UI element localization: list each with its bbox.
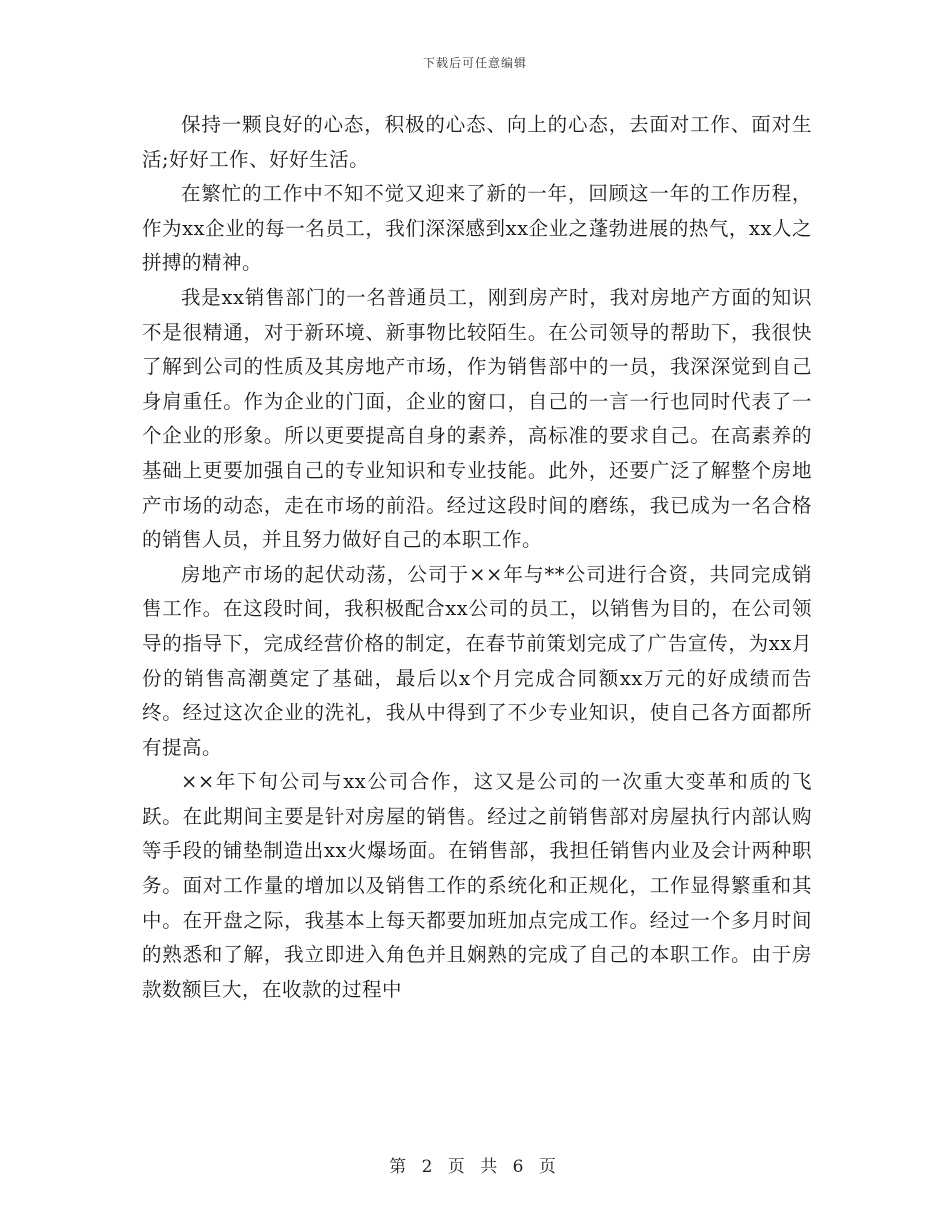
paragraph-3: 我是xx销售部门的一名普通员工，刚到房产时，我对房地产方面的知识不是很精通，对于新环境、新事物比较陌生。在公司领导的帮助下，我很快了解到公司的性质及其房地产市场，作为销售部中的一员，我深深觉到自己身肩重任。作为企业的门面，企业的窗口，自己的一言一行也同时代表了一个企业的形象。所以更要提高自身的素养，高标准的要求自己。在高素养的基础上更要加强自己的专业知识和专业技能。此外，还要广泛了解整个房地产市场的动态，走在市场的前沿。经过这段时间的磨练，我已成为一名合格的销售人员，并且努力做好自己的本职工作。 <box>142 285 812 552</box>
paragraph-2: 在繁忙的工作中不知不觉又迎来了新的一年，回顾这一年的工作历程，作为xx企业的每一名员工，我们深深感到xx企业之蓬勃进展的热气，xx人之拼搏的精神。 <box>142 182 812 275</box>
page-header: 下载后可任意编辑 <box>422 56 527 70</box>
paragraph-5: ××年下旬公司与xx公司合作，这又是公司的一次重大变革和质的飞跃。在此期间主要是针对房屋的销售。经过之前销售部对房屋执行内部认购等手段的铺垫制造出xx火爆场面。在销售部，我担任销售内业及会计两种职务。面对工作量的增加以及销售工作的系统化和正规化，工作显得繁重和其中。在开盘之际，我基本上每天都要加班加点完成工作。经过一个多月时间的熟悉和了解，我立即进入角色并且娴熟的完成了自己的本职工作。由于房款数额巨大，在收款的过程中 <box>142 770 812 1001</box>
paragraph-4: 房地产市场的起伏动荡，公司于××年与**公司进行合资，共同完成销售工作。在这段时间，我积极配合xx公司的员工，以销售为目的，在公司领导的指导下，完成经营价格的制定，在春节前策划完成了广告宣传，为xx月份的销售高潮奠定了基础，最后以x个月完成合同额xx万元的好成绩而告终。经过这次企业的洗礼，我从中得到了不少专业知识，使自己各方面都所有提高。 <box>142 562 812 759</box>
paragraph-1: 保持一颗良好的心态，积极的心态、向上的心态，去面对工作、面对生活;好好工作、好好生活。 <box>142 113 812 171</box>
document-body <box>142 108 812 1007</box>
page-number-footer: 第 2 页 共 6 页 <box>389 1157 561 1177</box>
